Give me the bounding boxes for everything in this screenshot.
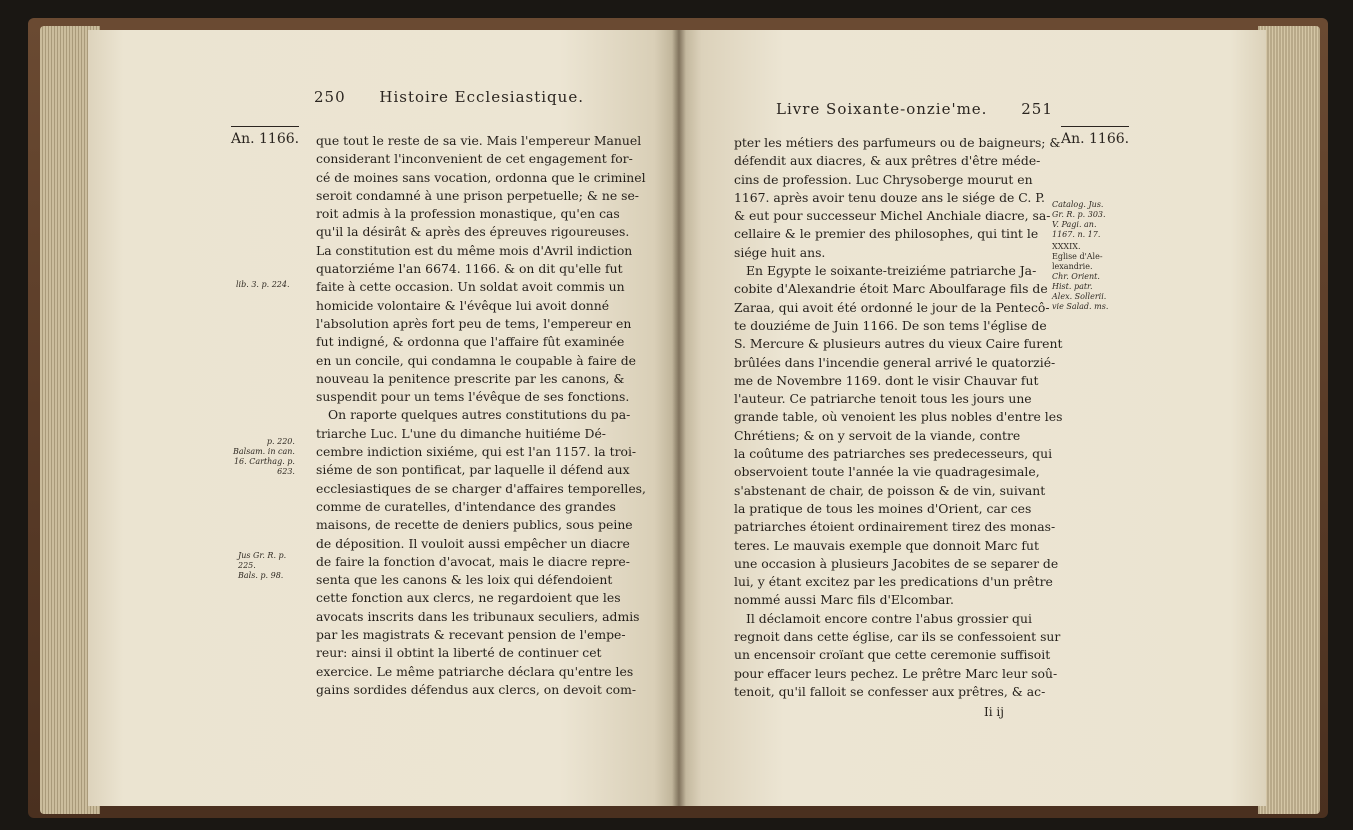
text-line: s'abstenant de chair, de poisson & de vin, suivant — [734, 482, 1046, 498]
text-line: patriarches étoient ordinairement tirez des monas- — [734, 519, 1056, 535]
text-line: Chrétiens; & on y servoit de la viande, contre — [734, 427, 1021, 443]
right-running-head — [776, 100, 1053, 118]
right-margin-note — [1052, 272, 1108, 312]
text-line: roit admis à la profession monastique, qu'en cas — [316, 206, 620, 222]
left-running-title: Histoire Ecclesiastique. — [379, 88, 584, 106]
text-line: la pratique de tous les moines d'Orient, car ces — [734, 500, 1032, 516]
text-line: grande table, où venoient les plus nobles d'entre les — [734, 409, 1063, 425]
text-line: suspendit pour un tems l'évêque de ses fonctions. — [316, 389, 630, 405]
left-running-head — [314, 88, 584, 106]
text-line: observoient toute l'année la vie quadragesimale, — [734, 464, 1040, 480]
right-margin-note — [1052, 200, 1106, 240]
right-page-number: 251 — [1021, 100, 1053, 118]
text-line: te douziéme de Juin 1166. De son tems l'église de — [734, 317, 1047, 333]
text-line: cembre indiction sixiéme, qui est l'an 1157. la troi- — [316, 444, 637, 460]
margin-note-text: Chr. Orient. Hist. patr. Alex. Sollerii. vie Salad. ms. — [1052, 272, 1109, 311]
text-line: tenoit, qu'il falloit se confesser aux prêtres, & ac- — [734, 683, 1046, 699]
text-line: S. Mercure & plusieurs autres du vieux Caire furent — [734, 336, 1063, 352]
text-line: Il déclamoit encore contre l'abus grossier qui — [746, 610, 1032, 626]
text-line: siéme de son pontificat, par laquelle il défend aux — [316, 462, 630, 478]
text-line: une occasion à plusieurs Jacobites de se separer de — [734, 555, 1059, 571]
text-line: un encensoir croïant que cette ceremonie suffisoit — [734, 647, 1051, 663]
text-line: défendit aux diacres, & aux prêtres d'être méde- — [734, 153, 1041, 169]
text-line: que tout le reste de sa vie. Mais l'empereur Manuel — [316, 133, 642, 148]
text-line: cé de moines sans vocation, ordonna que le criminel — [316, 169, 646, 185]
margin-note-text: p. 220. Balsam. in can. 16. Carthag. p. 623. — [233, 437, 295, 476]
left-margin-note — [236, 280, 290, 290]
right-running-title: Livre Soixante-onzie'me. — [776, 100, 988, 118]
text-line: quatorziéme l'an 6674. 1166. & on dit qu'elle fut — [316, 261, 623, 277]
right-text-block — [734, 134, 1062, 701]
right-page — [678, 30, 1266, 806]
text-line: exercice. Le même patriarche déclara qu'entre les — [316, 663, 634, 679]
margin-note-text: lib. 3. p. 224. — [236, 280, 290, 289]
text-line: qu'il la désirât & après des épreuves rigoureuses. — [316, 224, 630, 240]
text-line: On raporte quelques autres constitutions du pa- — [328, 407, 631, 423]
text-line: comme de curatelles, d'intendance des grandes — [316, 498, 616, 514]
text-line: l'absolution après fort peu de tems, l'empereur en — [316, 315, 632, 331]
left-page — [88, 30, 678, 806]
text-line: pour effacer leurs pechez. Le prêtre Marc leur soû- — [734, 665, 1058, 681]
left-margin-note — [238, 551, 286, 581]
text-line: senta que les canons & les loix qui défendoient — [316, 572, 613, 588]
text-line: Zaraa, qui avoit été ordonné le jour de la Pentecô- — [734, 299, 1050, 315]
text-line: l'auteur. Ce patriarche tenoit tous les jours une — [734, 391, 1032, 407]
text-line: teres. Le mauvais exemple que donnoit Marc fut — [734, 537, 1039, 553]
right-year-mark: An. 1166. — [1061, 126, 1129, 147]
text-line: de déposition. Il vouloit aussi empêcher un diacre — [316, 535, 630, 551]
text-line: triarche Luc. L'une du dimanche huitiéme Dé- — [316, 425, 606, 441]
text-line: & eut pour successeur Michel Anchiale diacre, sa- — [734, 208, 1051, 224]
text-line: seroit condamné à une prison perpetuelle; & ne se- — [316, 187, 639, 203]
right-page-edges — [1258, 26, 1320, 814]
margin-note-text: Catalog. Jus. Gr. R. p. 303. V. Pagi. an. 1167. n. 17. — [1052, 200, 1106, 239]
text-line: lui, y étant excitez par les predications d'un prêtre — [734, 574, 1053, 590]
text-line: nouveau la penitence prescrite par les canons, & — [316, 370, 625, 386]
right-margin-note — [1052, 242, 1103, 272]
signature-mark: Ii ij — [984, 705, 1004, 719]
book-gutter — [672, 30, 686, 806]
text-line: avocats inscrits dans les tribunaux seculiers, admis — [316, 608, 640, 624]
text-line: pter les métiers des parfumeurs ou de baigneurs; & — [734, 135, 1061, 150]
text-line: cette fonction aux clercs, ne regardoient que les — [316, 590, 621, 606]
margin-note-text: Jus Gr. R. p. 225. Bals. p. 98. — [238, 551, 287, 580]
text-line: cellaire & le premier des philosophes, qui tint le — [734, 226, 1039, 242]
text-line: fut indigné, & ordonna que l'affaire fût examinée — [316, 334, 625, 350]
text-line: regnoit dans cette église, car ils se confessoient sur — [734, 629, 1061, 645]
text-line: 1167. après avoir tenu douze ans le siége de C. P. — [734, 189, 1045, 205]
text-line: considerant l'inconvenient de cet engagement for- — [316, 151, 633, 167]
text-line: faite à cette occasion. Un soldat avoit commis un — [316, 279, 625, 295]
text-line: la coûtume des patriarches ses predecesseurs, qui — [734, 446, 1053, 462]
left-text-block — [316, 132, 646, 699]
text-line: en un concile, qui condamna le coupable à faire de — [316, 352, 636, 368]
text-line: par les magistrats & recevant pension de l'empe- — [316, 627, 626, 643]
text-line: nommé aussi Marc fils d'Elcombar. — [734, 592, 954, 608]
left-margin-note — [233, 437, 295, 477]
margin-note-text: XXXIX. Eglise d'Ale- lexandrie. — [1052, 242, 1103, 271]
text-line: La constitution est du même mois d'Avril indiction — [316, 242, 633, 258]
text-line: ecclesiastiques de se charger d'affaires temporelles, — [316, 480, 646, 496]
text-line: gains sordides défendus aux clercs, on devoit com- — [316, 681, 637, 697]
text-line: me de Novembre 1169. dont le visir Chauvar fut — [734, 372, 1039, 388]
left-page-number: 250 — [314, 88, 346, 106]
text-line: cins de profession. Luc Chrysoberge mourut en — [734, 171, 1033, 187]
text-line: homicide volontaire & l'évêque lui avoit donné — [316, 297, 610, 313]
text-line: reur: ainsi il obtint la liberté de continuer cet — [316, 645, 602, 661]
text-line: maisons, de recette de deniers publics, sous peine — [316, 517, 633, 533]
left-year-mark: An. 1166. — [231, 126, 299, 147]
text-line: brûlées dans l'incendie general arrivé le quatorzié- — [734, 354, 1056, 370]
text-line: siége huit ans. — [734, 244, 826, 260]
text-line: cobite d'Alexandrie étoit Marc Aboulfarage fils de — [734, 281, 1048, 297]
text-line: En Egypte le soixante-treiziéme patriarche Ja- — [746, 263, 1037, 279]
text-line: de faire la fonction d'avocat, mais le diacre repre- — [316, 553, 630, 569]
